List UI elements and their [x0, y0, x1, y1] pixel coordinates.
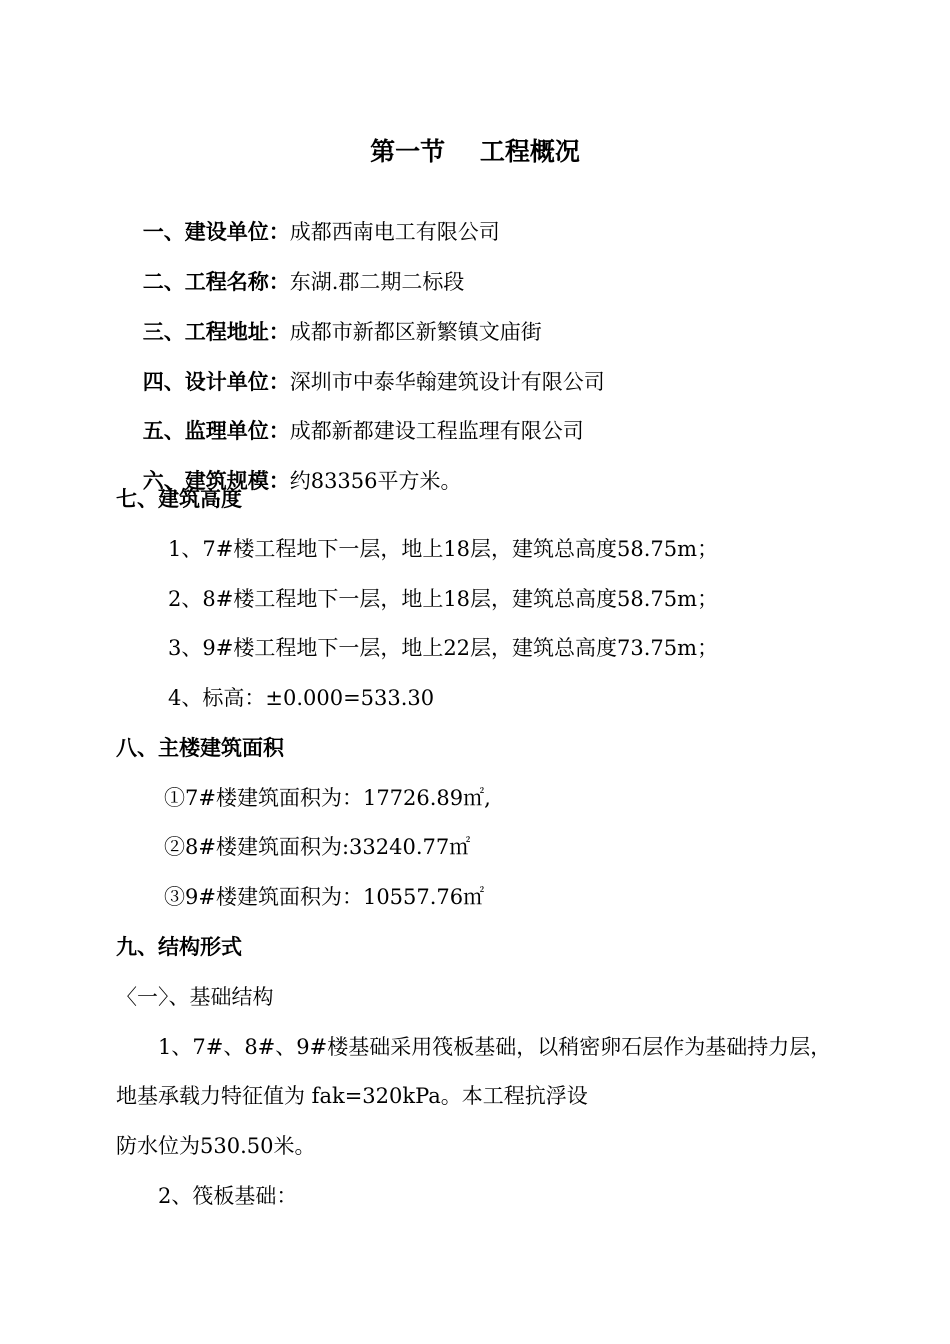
height-item: 3、9#楼工程地下一层，地上22层，建筑总高度73.75m；	[168, 636, 719, 660]
structure-paragraph-line: 防水位为530.50米。	[116, 1134, 316, 1158]
info-value: 成都新都建设工程监理有限公司	[289, 419, 584, 443]
info-value: 深圳市中泰华翰建筑设计有限公司	[289, 370, 605, 394]
info-label: 五、监理单位：	[142, 419, 290, 443]
structure-sub-heading: 〈一〉、基础结构	[116, 985, 274, 1009]
info-value: 成都西南电工有限公司	[289, 220, 500, 244]
area-item: ③9#楼建筑面积为：10557.76㎡	[164, 885, 485, 909]
area-item: ②8#楼建筑面积为:33240.77㎡	[164, 835, 471, 859]
area-heading: 八、主楼建筑面积	[116, 736, 284, 760]
structure-heading: 九、结构形式	[116, 935, 242, 959]
info-value: 成都市新都区新繁镇文庙街	[289, 320, 542, 344]
info-label: 四、设计单位：	[142, 370, 290, 394]
structure-paragraph-line: 1、7#、8#、9#楼基础采用筏板基础，以稍密卵石层作为基础持力层，	[158, 1035, 832, 1059]
info-label: 三、工程地址：	[142, 320, 290, 344]
info-value: 东湖.郡二期二标段	[289, 270, 465, 294]
structure-paragraph-line: 地基承载力特征值为 fak=320kPa。本工程抗浮设	[116, 1084, 588, 1108]
height-heading: 七、建筑高度	[116, 487, 242, 511]
area-item: ①7#楼建筑面积为：17726.89㎡,	[164, 786, 491, 810]
structure-item: 2、筏板基础：	[158, 1184, 298, 1208]
height-item: 2、8#楼工程地下一层，地上18层，建筑总高度58.75m；	[168, 587, 719, 611]
height-item: 4、标高：±0.000=533.30	[168, 686, 435, 710]
height-item: 1、7#楼工程地下一层，地上18层，建筑总高度58.75m；	[168, 537, 719, 561]
info-label: 二、工程名称：	[142, 270, 290, 294]
info-label: 一、建设单位：	[142, 220, 290, 244]
info-value: 约83356平方米。	[289, 469, 462, 493]
info-label: 六、建筑规模：	[142, 469, 290, 493]
section-title: 第一节 工程概况	[370, 137, 580, 166]
